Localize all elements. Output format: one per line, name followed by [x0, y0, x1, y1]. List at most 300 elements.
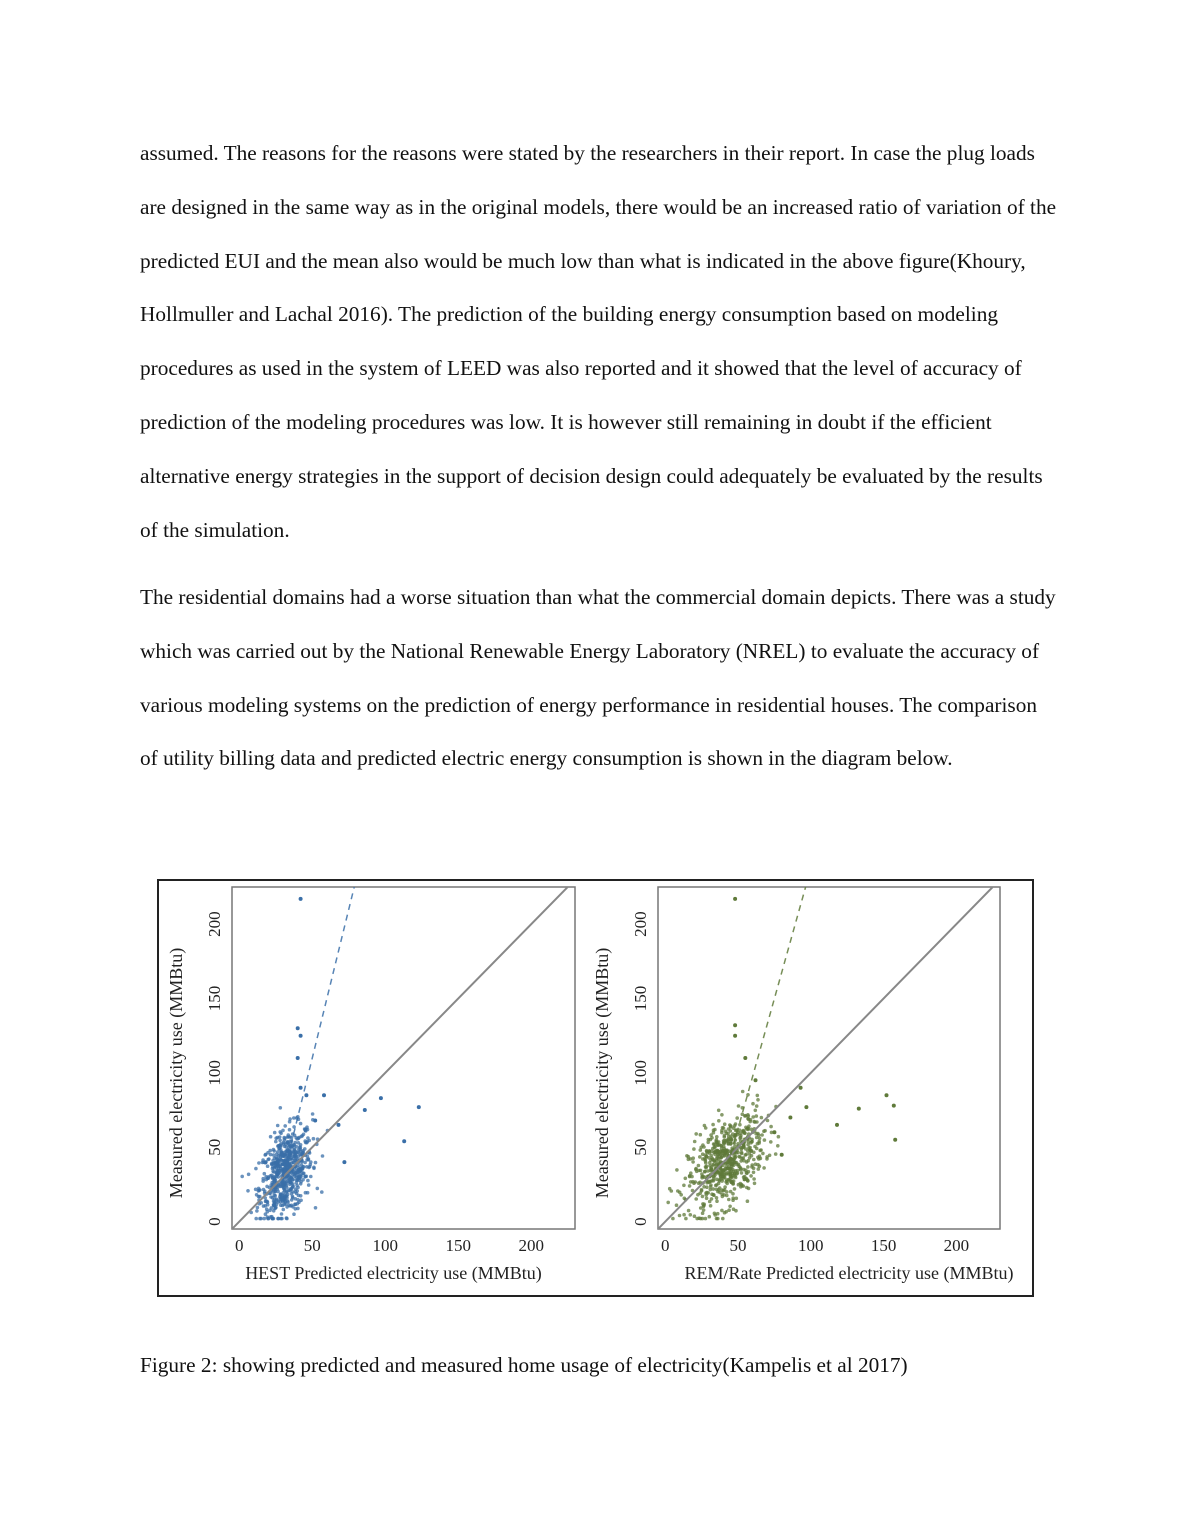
data-point: [730, 1172, 734, 1176]
data-point: [724, 1210, 728, 1214]
data-point: [762, 1166, 766, 1170]
x-axis-label: REM/Rate Predicted electricity use (MMBtu): [684, 1263, 1014, 1283]
data-point: [695, 1170, 699, 1174]
data-point: [320, 1190, 324, 1194]
data-point: [290, 1136, 294, 1140]
data-point: [282, 1186, 286, 1190]
data-point: [299, 1122, 303, 1126]
data-point: [689, 1213, 693, 1217]
data-point: [776, 1144, 780, 1148]
data-point: [279, 1142, 283, 1146]
data-point: [739, 1167, 743, 1171]
data-point: [723, 1154, 727, 1158]
data-point: [316, 1187, 320, 1191]
data-point: [303, 1147, 307, 1151]
data-point: [725, 1132, 729, 1136]
data-point: [752, 1120, 756, 1124]
data-point: [709, 1204, 713, 1208]
data-point: [285, 1150, 289, 1154]
data-point: [304, 1191, 308, 1195]
data-point: [675, 1203, 679, 1207]
data-point: [254, 1167, 258, 1171]
data-point: [742, 1156, 746, 1160]
data-point: [769, 1140, 773, 1144]
data-point: [676, 1189, 680, 1193]
data-point: [263, 1190, 267, 1194]
data-point: [269, 1215, 273, 1219]
data-point: [735, 1161, 739, 1165]
data-point-outlier: [788, 1116, 792, 1120]
data-point: [668, 1187, 672, 1191]
data-point: [295, 1176, 299, 1180]
data-point: [699, 1148, 703, 1152]
data-point: [723, 1122, 727, 1126]
data-point-outlier: [754, 1078, 758, 1082]
data-point: [774, 1152, 778, 1156]
data-point: [289, 1145, 293, 1149]
data-point: [738, 1132, 742, 1136]
data-point: [708, 1200, 712, 1204]
data-point: [715, 1196, 719, 1200]
data-point: [293, 1154, 297, 1158]
data-point: [290, 1204, 294, 1208]
data-point: [297, 1141, 301, 1145]
data-point: [703, 1124, 707, 1128]
data-point: [691, 1156, 695, 1160]
y-tick-label: 50: [631, 1138, 650, 1156]
data-point: [671, 1217, 675, 1221]
data-point: [733, 1134, 737, 1138]
data-point: [263, 1153, 267, 1157]
data-point: [705, 1197, 709, 1201]
data-point: [257, 1195, 261, 1199]
data-point: [729, 1129, 733, 1133]
data-point: [700, 1172, 704, 1176]
data-point: [711, 1123, 715, 1127]
data-point: [746, 1199, 750, 1203]
data-point: [692, 1147, 696, 1151]
data-point: [267, 1175, 271, 1179]
data-point-outlier: [804, 1105, 808, 1109]
data-point: [731, 1180, 735, 1184]
data-point: [712, 1175, 716, 1179]
data-point-outlier: [313, 1119, 317, 1123]
data-point: [728, 1205, 732, 1209]
data-point: [284, 1182, 288, 1186]
data-point: [693, 1214, 697, 1218]
x-tick-label: 200: [518, 1236, 544, 1255]
data-point: [292, 1116, 296, 1120]
data-point: [255, 1209, 259, 1213]
data-point: [246, 1189, 250, 1193]
data-point-outlier: [893, 1138, 897, 1142]
data-point: [710, 1168, 714, 1172]
data-point: [256, 1206, 260, 1210]
data-point: [266, 1164, 270, 1168]
data-point: [730, 1163, 734, 1167]
data-point: [278, 1135, 282, 1139]
data-point: [763, 1138, 767, 1142]
data-point: [737, 1104, 741, 1108]
data-point: [262, 1217, 266, 1221]
data-point: [280, 1193, 284, 1197]
data-point: [283, 1199, 287, 1203]
data-point: [761, 1152, 765, 1156]
data-point-outlier: [299, 1034, 303, 1038]
data-point-outlier: [402, 1139, 406, 1143]
data-point: [728, 1167, 732, 1171]
data-point-outlier: [304, 1093, 308, 1097]
data-point: [266, 1210, 270, 1214]
data-point: [742, 1129, 746, 1133]
data-point: [748, 1156, 752, 1160]
data-point: [760, 1133, 764, 1137]
data-point: [296, 1186, 300, 1190]
data-point: [689, 1171, 693, 1175]
data-point: [311, 1112, 315, 1116]
data-point: [301, 1165, 305, 1169]
data-point: [302, 1133, 306, 1137]
y-tick-label: 0: [631, 1217, 650, 1226]
data-point: [723, 1167, 727, 1171]
data-point-outlier: [780, 1153, 784, 1157]
data-point: [741, 1090, 745, 1094]
x-tick-label: 50: [303, 1236, 321, 1255]
data-point: [723, 1148, 727, 1152]
data-point: [291, 1184, 295, 1188]
data-point: [291, 1190, 295, 1194]
data-point: [278, 1130, 282, 1134]
data-point: [694, 1180, 698, 1184]
data-point: [734, 1176, 738, 1180]
data-point: [292, 1148, 296, 1152]
data-point: [269, 1135, 273, 1139]
data-point: [706, 1141, 710, 1145]
data-point: [712, 1131, 716, 1135]
data-point: [723, 1142, 727, 1146]
data-point: [740, 1171, 744, 1175]
data-point: [682, 1213, 686, 1217]
data-point: [756, 1094, 760, 1098]
data-point-outlier: [299, 1086, 303, 1090]
data-point: [299, 1194, 303, 1198]
data-point: [304, 1175, 308, 1179]
data-point: [263, 1172, 267, 1176]
data-point-outlier: [733, 1034, 737, 1038]
data-point: [294, 1136, 298, 1140]
data-point: [702, 1208, 706, 1212]
data-point: [271, 1176, 275, 1180]
data-point: [735, 1197, 739, 1201]
data-point: [702, 1145, 706, 1149]
x-axis-label: HEST Predicted electricity use (MMBtu): [245, 1263, 542, 1283]
data-point: [682, 1184, 686, 1188]
data-point-outlier: [322, 1093, 326, 1097]
data-point: [272, 1153, 276, 1157]
data-point: [279, 1106, 283, 1110]
data-point: [725, 1190, 729, 1194]
data-point: [271, 1159, 275, 1163]
data-point: [281, 1204, 285, 1208]
data-point: [277, 1159, 281, 1163]
data-point: [296, 1150, 300, 1154]
data-point: [312, 1167, 316, 1171]
data-point: [285, 1217, 289, 1221]
data-point-outlier: [733, 897, 737, 901]
data-point: [678, 1214, 682, 1218]
data-point: [700, 1189, 704, 1193]
data-point: [704, 1217, 708, 1221]
data-point: [247, 1173, 251, 1177]
data-point: [706, 1191, 710, 1195]
data-point: [738, 1123, 742, 1127]
plot-hest: [166, 881, 575, 1284]
y-axis-label: Measured electricity use (MMBtu): [592, 947, 612, 1199]
y-tick-label: 0: [205, 1217, 224, 1226]
data-point: [666, 1201, 670, 1205]
data-point: [751, 1115, 755, 1119]
data-point: [713, 1145, 717, 1149]
data-point: [734, 1122, 738, 1126]
data-point: [705, 1149, 709, 1153]
data-point: [688, 1184, 692, 1188]
x-tick-label: 50: [729, 1236, 747, 1255]
data-point: [712, 1193, 716, 1197]
data-point: [724, 1172, 728, 1176]
data-point: [706, 1169, 710, 1173]
data-point: [751, 1102, 755, 1106]
data-point: [272, 1148, 276, 1152]
data-point: [746, 1113, 750, 1117]
data-point: [266, 1158, 270, 1162]
data-point: [265, 1200, 269, 1204]
y-tick-label: 50: [205, 1138, 224, 1156]
data-point: [281, 1183, 285, 1187]
data-point: [715, 1178, 719, 1182]
data-point: [283, 1124, 287, 1128]
data-point: [276, 1150, 280, 1154]
data-point: [240, 1175, 244, 1179]
data-point: [733, 1187, 737, 1191]
data-point: [265, 1185, 269, 1189]
data-point-outlier: [857, 1107, 861, 1111]
data-point: [725, 1182, 729, 1186]
data-point: [254, 1217, 258, 1221]
data-point: [307, 1157, 311, 1161]
data-point: [712, 1163, 716, 1167]
data-point: [739, 1135, 743, 1139]
data-point-outlier: [363, 1108, 367, 1112]
data-point: [715, 1217, 719, 1221]
data-point: [715, 1155, 719, 1159]
data-point: [742, 1184, 746, 1188]
data-point: [282, 1136, 286, 1140]
data-point: [713, 1212, 717, 1216]
data-point-outlier: [337, 1123, 341, 1127]
data-point: [703, 1170, 707, 1174]
data-point: [314, 1206, 318, 1210]
data-point: [699, 1169, 703, 1173]
data-point: [756, 1156, 760, 1160]
data-point: [282, 1167, 286, 1171]
data-point: [756, 1142, 760, 1146]
data-point: [756, 1098, 760, 1102]
body-paragraph-2: The residential domains had a worse situation than what the commercial domain depicts. There was a study which was carried out by the National Renewable Energy Laboratory (NREL) to evaluate the accuracy of various modeling systems on the prediction of energy performance in residential houses. The comparison of utility billing data and predicted electric energy consumption is shown in the diagram below.: [140, 585, 1056, 771]
data-point: [292, 1212, 296, 1216]
data-point: [291, 1161, 295, 1165]
data-point: [748, 1152, 752, 1156]
data-point: [695, 1217, 699, 1221]
data-point: [257, 1161, 261, 1165]
data-point: [699, 1133, 703, 1137]
data-point: [744, 1147, 748, 1151]
data-point: [729, 1134, 733, 1138]
data-point: [685, 1154, 689, 1158]
figure-svg: [159, 881, 1032, 1295]
data-point: [694, 1197, 698, 1201]
data-point: [684, 1177, 688, 1181]
x-tick-label: 0: [235, 1236, 244, 1255]
data-point: [769, 1125, 773, 1129]
data-point: [717, 1119, 721, 1123]
x-tick-label: 150: [870, 1236, 897, 1255]
data-point: [281, 1152, 285, 1156]
y-tick-label: 200: [205, 911, 224, 937]
data-point: [292, 1170, 296, 1174]
data-point: [261, 1177, 265, 1181]
data-point: [266, 1151, 270, 1155]
data-point: [745, 1171, 749, 1175]
data-point: [702, 1185, 706, 1189]
data-point: [717, 1109, 721, 1113]
data-point: [305, 1165, 309, 1169]
data-point: [755, 1114, 759, 1118]
data-point: [691, 1160, 695, 1164]
data-point: [288, 1175, 292, 1179]
data-point: [725, 1194, 729, 1198]
data-point: [309, 1175, 313, 1179]
plot-remrate: [592, 881, 1013, 1284]
data-point: [731, 1158, 735, 1162]
data-point: [710, 1136, 714, 1140]
data-point: [294, 1203, 298, 1207]
data-point: [262, 1204, 266, 1208]
data-point: [752, 1166, 756, 1170]
data-point: [723, 1135, 727, 1139]
data-point: [290, 1156, 294, 1160]
body-paragraph-1: assumed. The reasons for the reasons were stated by the researchers in their report. In case the plug loads are designed in the same way as in the original models, there would be an increased ratio of variation of the predicted EUI and the mean also would be much low than what is indicated in the above figure(Khoury, Hollmuller and Lachal 2016). The prediction of the building energy consumption based on modeling procedures as used in the system of LEED was also reported and it showed that the level of accuracy of prediction of the modeling procedures was low. It is however still remaining in doubt if the efficient alternative energy strategies in the support of decision design could adequately be evaluated by the results of the simulation.: [140, 141, 1057, 542]
data-point: [258, 1217, 262, 1221]
data-point: [720, 1193, 724, 1197]
data-point: [279, 1148, 283, 1152]
data-point: [709, 1185, 713, 1189]
data-point: [720, 1131, 724, 1135]
data-point: [777, 1135, 781, 1139]
data-point: [270, 1162, 274, 1166]
y-tick-label: 100: [205, 1060, 224, 1086]
data-point: [755, 1104, 759, 1108]
data-point: [704, 1159, 708, 1163]
data-point: [307, 1183, 311, 1187]
data-point: [732, 1207, 736, 1211]
data-point: [273, 1194, 277, 1198]
data-point: [306, 1179, 310, 1183]
data-point-outlier: [342, 1160, 346, 1164]
data-point: [687, 1209, 691, 1213]
data-point: [749, 1174, 753, 1178]
data-point: [299, 1169, 303, 1173]
data-point-outlier: [799, 1086, 803, 1090]
y-tick-label: 150: [205, 985, 224, 1012]
data-point: [291, 1178, 295, 1182]
data-point: [750, 1138, 754, 1142]
data-point: [701, 1211, 705, 1215]
data-point-outlier: [296, 1056, 300, 1060]
data-point: [756, 1163, 760, 1167]
data-point: [736, 1171, 740, 1175]
data-point: [727, 1198, 731, 1202]
data-point: [750, 1163, 754, 1167]
data-point: [745, 1160, 749, 1164]
data-point: [720, 1113, 724, 1117]
data-point: [696, 1193, 700, 1197]
data-point: [737, 1183, 741, 1187]
data-point: [756, 1132, 760, 1136]
data-point: [287, 1135, 291, 1139]
data-point: [765, 1157, 769, 1161]
data-point: [758, 1149, 762, 1153]
y-tick-label: 200: [631, 911, 650, 937]
data-point: [738, 1155, 742, 1159]
x-tick-label: 100: [798, 1236, 824, 1255]
data-point-outlier: [743, 1056, 747, 1060]
data-point: [290, 1198, 294, 1202]
data-point: [715, 1199, 719, 1203]
data-point: [266, 1215, 270, 1219]
data-point: [697, 1181, 701, 1185]
data-point-outlier: [772, 1130, 776, 1134]
x-tick-label: 150: [445, 1236, 471, 1255]
data-point: [675, 1168, 679, 1172]
data-point: [731, 1198, 735, 1202]
data-point: [687, 1158, 691, 1162]
data-point-outlier: [296, 1026, 300, 1030]
x-tick-label: 200: [943, 1236, 970, 1255]
data-point: [719, 1144, 723, 1148]
data-point: [314, 1161, 318, 1165]
data-point-outlier: [892, 1104, 896, 1108]
data-point: [753, 1182, 757, 1186]
data-point: [721, 1217, 725, 1221]
figure-caption: Figure 2: showing predicted and measured home usage of electricity(Kampelis et al 2017): [140, 1353, 908, 1377]
data-point: [264, 1161, 268, 1165]
y-axis-label: Measured electricity use (MMBtu): [166, 947, 186, 1199]
data-point: [748, 1120, 752, 1124]
data-point: [299, 1175, 303, 1179]
data-point: [714, 1184, 718, 1188]
data-point: [290, 1181, 294, 1185]
data-point: [304, 1129, 308, 1133]
data-point: [754, 1109, 758, 1113]
data-point: [762, 1129, 766, 1133]
data-point: [746, 1117, 750, 1121]
data-point: [282, 1208, 286, 1212]
data-point: [727, 1178, 731, 1182]
data-point: [716, 1149, 720, 1153]
data-point: [760, 1116, 764, 1120]
data-point-outlier: [299, 897, 303, 901]
data-point: [704, 1166, 708, 1170]
